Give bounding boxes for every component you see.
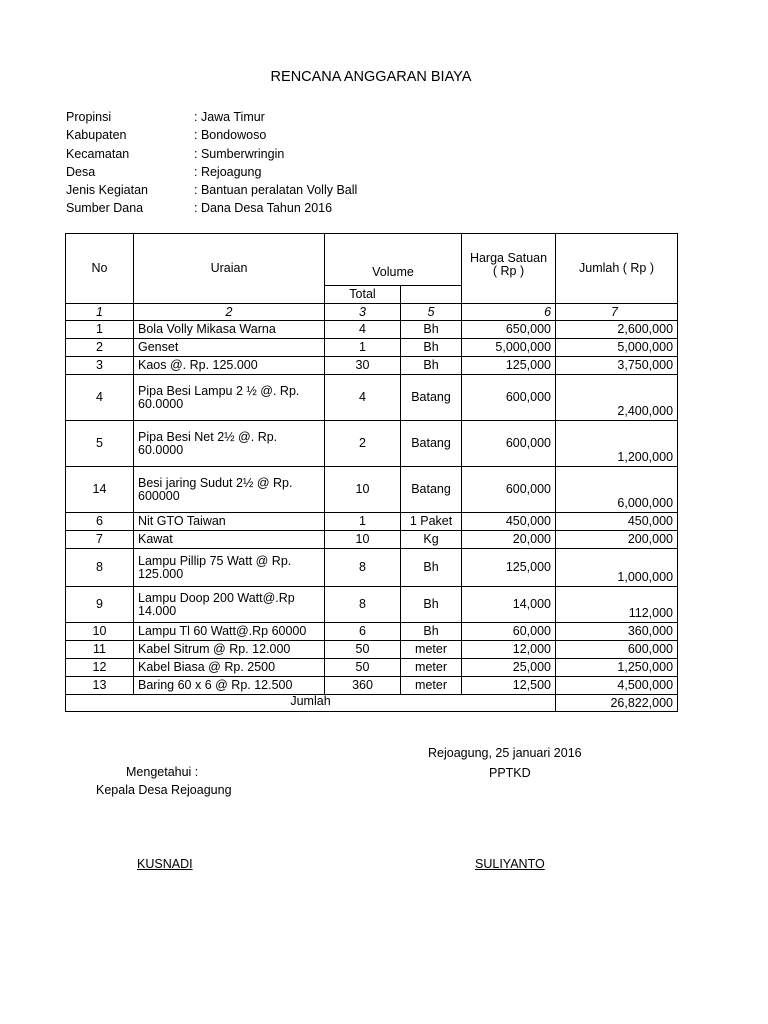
- cell-jumlah: 600,000: [556, 641, 678, 659]
- cell-uraian: Lampu Doop 200 Watt@.Rp 14.000: [134, 587, 325, 623]
- header-harga-satuan: [462, 234, 556, 304]
- col-number: 7: [556, 304, 678, 321]
- col-number: 1: [66, 304, 134, 321]
- cell-jumlah: 2,400,000: [556, 375, 678, 421]
- cell-no: 5: [66, 421, 134, 467]
- table-row: [66, 587, 678, 623]
- cell-satuan: Kg: [401, 531, 462, 549]
- cell-uraian: Pipa Besi Net 2½ @. Rp. 60.0000: [134, 421, 325, 467]
- cell-harga: 125,000: [462, 549, 556, 587]
- table-header-row: [66, 234, 678, 286]
- left-signer-intro: Mengetahui :: [126, 765, 199, 779]
- cell-no: 8: [66, 549, 134, 587]
- cell-satuan: Batang: [401, 421, 462, 467]
- table-row: [66, 531, 678, 549]
- cell-uraian: Lampu Pillip 75 Watt @ Rp. 125.000: [134, 549, 325, 587]
- table-row: [66, 513, 678, 531]
- col-number: 3: [325, 304, 401, 321]
- cell-uraian: Kaos @. Rp. 125.000: [134, 357, 325, 375]
- header-harga-line2: ( Rp ): [492, 264, 525, 278]
- cell-harga: 60,000: [462, 623, 556, 641]
- table-row: [66, 357, 678, 375]
- cell-harga: 600,000: [462, 421, 556, 467]
- column-number-row: [66, 304, 678, 321]
- cell-volume: 50: [325, 659, 401, 677]
- table-row: [66, 421, 678, 467]
- cell-volume: 4: [325, 321, 401, 339]
- meta-label: Sumber Dana: [66, 201, 144, 216]
- header-jumlah: Jumlah ( Rp ): [556, 234, 678, 304]
- cell-volume: 8: [325, 549, 401, 587]
- meta-label: Jenis Kegiatan: [66, 183, 149, 198]
- cell-jumlah: 450,000: [556, 513, 678, 531]
- meta-value: : Jawa Timur: [194, 110, 265, 124]
- right-signer-role: PPTKD: [489, 766, 531, 780]
- place-date: Rejoagung, 25 januari 2016: [428, 746, 582, 760]
- right-signer-name: SULIYANTO: [475, 857, 545, 871]
- cell-no: 1: [66, 321, 134, 339]
- table-row: [66, 677, 678, 695]
- cell-satuan: meter: [401, 641, 462, 659]
- left-signer-name: KUSNADI: [137, 857, 193, 871]
- cell-no: 13: [66, 677, 134, 695]
- cell-no: 3: [66, 357, 134, 375]
- cell-harga: 650,000: [462, 321, 556, 339]
- header-uraian: Uraian: [134, 234, 325, 304]
- cell-uraian: Bola Volly Mikasa Warna: [134, 321, 325, 339]
- cell-uraian: Genset: [134, 339, 325, 357]
- cell-satuan: Batang: [401, 375, 462, 421]
- cell-satuan: Batang: [401, 467, 462, 513]
- cell-jumlah: 200,000: [556, 531, 678, 549]
- cell-harga: 14,000: [462, 587, 556, 623]
- budget-table: [65, 233, 678, 712]
- cell-harga: 20,000: [462, 531, 556, 549]
- table-row: [66, 375, 678, 421]
- cell-no: 12: [66, 659, 134, 677]
- cell-jumlah: 112,000: [556, 587, 678, 623]
- header-no: No: [66, 234, 134, 304]
- cell-volume: 10: [325, 531, 401, 549]
- cell-satuan: Bh: [401, 357, 462, 375]
- cell-satuan: Bh: [401, 549, 462, 587]
- meta-value: : Rejoagung: [194, 164, 262, 179]
- col-number: 6: [462, 304, 556, 321]
- cell-jumlah: 1,000,000: [556, 549, 678, 587]
- cell-jumlah: 1,250,000: [556, 659, 678, 677]
- cell-harga: 12,500: [462, 677, 556, 695]
- col-number: 2: [134, 304, 325, 321]
- cell-no: 4: [66, 375, 134, 421]
- header-empty: [401, 286, 462, 304]
- table-total-row: [66, 695, 678, 712]
- cell-uraian: Kabel Sitrum @ Rp. 12.000: [134, 641, 325, 659]
- cell-satuan: Bh: [401, 587, 462, 623]
- meta-value: : Bondowoso: [194, 128, 267, 143]
- cell-uraian: Lampu Tl 60 Watt@.Rp 60000: [134, 623, 325, 641]
- cell-no: 10: [66, 623, 134, 641]
- cell-uraian: Besi jaring Sudut 2½ @ Rp. 600000: [134, 467, 325, 513]
- cell-jumlah: 4,500,000: [556, 677, 678, 695]
- cell-jumlah: 2,600,000: [556, 321, 678, 339]
- cell-volume: 50: [325, 641, 401, 659]
- header-harga-line1: Harga Satuan: [469, 251, 548, 265]
- cell-volume: 1: [325, 339, 401, 357]
- cell-volume: 30: [325, 357, 401, 375]
- cell-no: 2: [66, 339, 134, 357]
- table-row: [66, 339, 678, 357]
- cell-jumlah: 360,000: [556, 623, 678, 641]
- cell-uraian: Nit GTO Taiwan: [134, 513, 325, 531]
- table-row: [66, 641, 678, 659]
- cell-satuan: Bh: [401, 623, 462, 641]
- meta-value: : Sumberwringin: [194, 146, 285, 161]
- table-row: [66, 549, 678, 587]
- cell-harga: 600,000: [462, 375, 556, 421]
- table-row: [66, 623, 678, 641]
- table-row: [66, 467, 678, 513]
- cell-no: 6: [66, 513, 134, 531]
- cell-uraian: Kabel Biasa @ Rp. 2500: [134, 659, 325, 677]
- cell-no: 11: [66, 641, 134, 659]
- cell-volume: 1: [325, 513, 401, 531]
- cell-harga: 5,000,000: [462, 339, 556, 357]
- cell-jumlah: 1,200,000: [556, 421, 678, 467]
- cell-uraian: Kawat: [134, 531, 325, 549]
- table-row: [66, 659, 678, 677]
- meta-label: Desa: [66, 164, 96, 179]
- cell-jumlah: 3,750,000: [556, 357, 678, 375]
- table-row: [66, 321, 678, 339]
- meta-label: Kabupaten: [66, 128, 127, 143]
- cell-harga: 125,000: [462, 357, 556, 375]
- col-number: 5: [401, 304, 462, 321]
- cell-volume: 10: [325, 467, 401, 513]
- meta-value: : Dana Desa Tahun 2016: [194, 201, 333, 216]
- meta-label: Propinsi: [66, 110, 112, 124]
- cell-satuan: Bh: [401, 339, 462, 357]
- total-value: 26,822,000: [556, 695, 678, 712]
- cell-volume: 8: [325, 587, 401, 623]
- cell-volume: 360: [325, 677, 401, 695]
- document-title: RENCANA ANGGARAN BIAYA: [270, 69, 472, 85]
- cell-uraian: Pipa Besi Lampu 2 ½ @. Rp. 60.0000: [134, 375, 325, 421]
- cell-volume: 6: [325, 623, 401, 641]
- header-volume: Volume: [325, 234, 462, 286]
- cell-harga: 25,000: [462, 659, 556, 677]
- cell-satuan: Bh: [401, 321, 462, 339]
- total-label: Jumlah: [66, 695, 556, 712]
- meta-label: Kecamatan: [66, 146, 130, 161]
- cell-no: 9: [66, 587, 134, 623]
- meta-value: : Bantuan peralatan Volly Ball: [194, 183, 358, 198]
- cell-satuan: meter: [401, 677, 462, 695]
- cell-satuan: meter: [401, 659, 462, 677]
- cell-harga: 12,000: [462, 641, 556, 659]
- cell-volume: 4: [325, 375, 401, 421]
- cell-no: 7: [66, 531, 134, 549]
- cell-uraian: Baring 60 x 6 @ Rp. 12.500: [134, 677, 325, 695]
- cell-jumlah: 5,000,000: [556, 339, 678, 357]
- cell-volume: 2: [325, 421, 401, 467]
- cell-harga: 450,000: [462, 513, 556, 531]
- cell-jumlah: 6,000,000: [556, 467, 678, 513]
- cell-satuan: 1 Paket: [401, 513, 462, 531]
- header-total: Total: [325, 286, 401, 304]
- left-signer-role: Kepala Desa Rejoagung: [96, 783, 232, 797]
- cell-no: 14: [66, 467, 134, 513]
- cell-harga: 600,000: [462, 467, 556, 513]
